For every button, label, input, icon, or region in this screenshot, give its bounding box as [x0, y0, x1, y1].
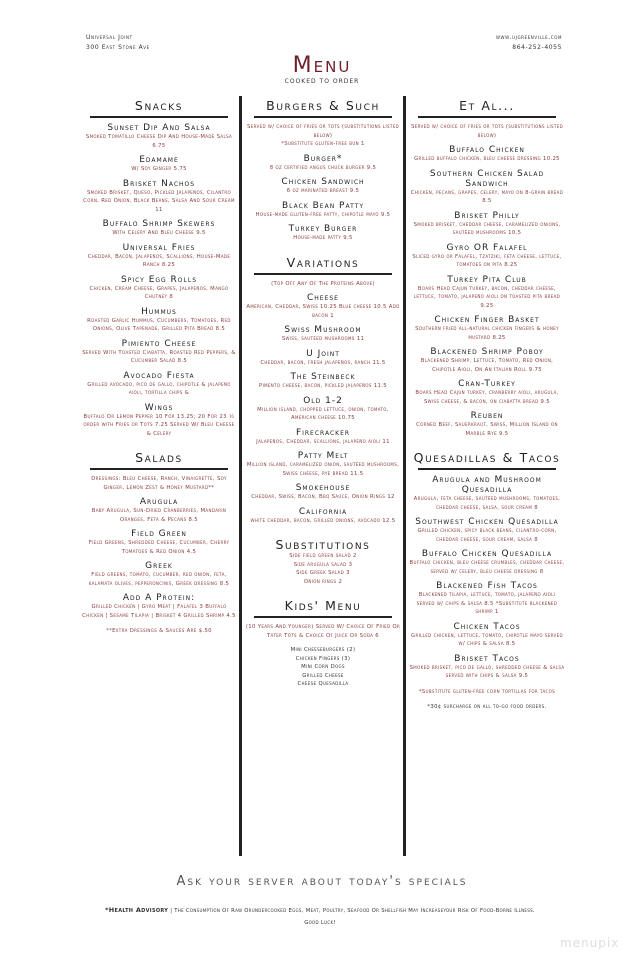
menu-item — [80, 561, 238, 588]
phone-number: 864-252-4055 — [512, 44, 562, 51]
health-advisory — [40, 904, 600, 929]
menu-item — [80, 371, 238, 398]
menu-section — [244, 598, 402, 689]
menu-item — [80, 593, 238, 620]
item-name: Wings — [144, 402, 174, 413]
menu-item — [408, 654, 566, 681]
item-description: Smoked brisket, cheddar cheese, caramelized onions, sautéed mushrooms 10.5 — [413, 221, 561, 236]
menu-subtitle: COOKED TO ORDER — [284, 78, 360, 85]
menu-section — [244, 98, 402, 243]
restaurant-name: Universal Joint — [86, 34, 133, 41]
menu-item — [244, 451, 402, 478]
menu-column — [244, 98, 402, 689]
section-divider — [254, 273, 392, 275]
menu-item — [408, 517, 566, 544]
item-description: Smoked brisket, pico de gallo, shredded cheese & salsa served with chips & salsa 9.5 — [409, 664, 565, 679]
menu-item — [80, 219, 238, 238]
section-divider — [90, 468, 228, 470]
menu-section — [244, 537, 402, 586]
item-name: Universal Fries — [122, 242, 196, 253]
kids-item: Mini Cheeseburgers (2) — [290, 647, 356, 653]
item-name: Old 1-2 — [303, 395, 343, 406]
item-name: Sunset Dip And Salsa — [107, 123, 211, 133]
item-description: Cheddar, Swiss, Bacon, Bbq Sauce, Onion Rings 12 — [251, 494, 395, 500]
item-description: Grilled Chicken | Gyro Meat | Falafel 3 Buffalo Chicken | Sesame Tilapia | Brisket 4 Grilled Shrimp 4.5 — [82, 604, 236, 619]
item-description: Smoked Tomatillo Cheese Dip And House-Made Salsa 6.75 — [85, 134, 233, 149]
menu-item — [244, 177, 402, 196]
item-name: Pimiento Cheese — [121, 338, 197, 349]
item-name: Patty Melt — [297, 451, 349, 461]
menu-item — [408, 581, 566, 617]
item-name: Field Green — [131, 529, 187, 539]
menu-title-block — [0, 54, 644, 85]
menu-item — [80, 155, 238, 174]
item-description: Cheddar, bacon, fresh jalapeños, ranch 11.5 — [260, 359, 386, 366]
watermark: menupix — [560, 936, 620, 950]
item-name: Smokehouse — [295, 483, 351, 493]
menu-title: Menu — [292, 53, 352, 78]
item-name: Brisket Philly — [454, 210, 520, 221]
item-description: Roasted Garlic Hummus, Cucumbers, Tomatoes, Red Onions, Olive Tapenade, Grilled Pita Bread 8.5 — [87, 317, 231, 332]
item-name: Spicy Egg Rolls — [120, 274, 198, 285]
menu-item — [244, 224, 402, 243]
menu-item — [244, 293, 402, 320]
item-name: California — [298, 506, 348, 517]
item-description: Buffalo Or Lemon Pepper 10 For 13.25; 20 For 23 ½ order with Fries or Tots 7.25 Served W/ Bleu Cheese & Celery — [83, 413, 235, 437]
menu-item — [244, 372, 402, 391]
menu-item — [80, 529, 238, 556]
section-note: (Top Off Any Of The Proteins Above) — [271, 280, 375, 287]
section-title: Burgers & Such — [266, 98, 380, 113]
item-name: Turkey Burger — [288, 224, 358, 234]
item-description: Field Greens, Shredded Cheese, Cucumber, Cherry Tomatoes & Red Onion 4.5 — [88, 540, 230, 555]
item-name: Chicken Finger Basket — [434, 315, 540, 325]
section-note: Side Greek Salad 3 — [296, 570, 350, 576]
section-footnote: *Substitute gluten-free corn tortillas for tacos — [418, 688, 556, 695]
item-description: W/ Soy Ginger 5.75 — [131, 166, 187, 172]
website-link[interactable]: www.ujgreenville.com — [495, 34, 562, 41]
item-name: Burger* — [303, 153, 343, 164]
menu-item — [80, 497, 238, 524]
item-description: Blackened Shrimp, Lettuce, Tomato, Red Onion, Chipotle Aioli, On An Italian Roll 9.75 — [420, 358, 554, 373]
menu-item — [408, 475, 566, 512]
menu-item — [80, 243, 238, 270]
item-name: Buffalo Shrimp Skewers — [102, 219, 216, 229]
menu-item — [244, 428, 402, 447]
item-name: Edamame — [139, 155, 179, 165]
menu-item — [80, 275, 238, 302]
section-divider — [418, 468, 556, 470]
menu-item — [244, 483, 402, 502]
item-description: Chicken, Cream Cheese, Grapes, Jalapeños, Mango Chutney 8 — [89, 285, 229, 300]
item-description: Sliced gyro or Falafel, tzatziki, feta cheese, lettuce, tomatoes on pita 8.25 — [412, 253, 562, 268]
menu-item — [80, 307, 238, 334]
item-description: Grilled buffalo chicken, bleu cheese dressing 10.25 — [414, 156, 560, 162]
item-description: Field greens, tomato, cucumber, red onion, feta, kalamata olives, pepperoncinis, Greek dressing 8.5 — [88, 572, 230, 587]
item-name: Greek — [145, 561, 173, 571]
section-note: Dressings: Bleu Cheese, Ranch, Vinaigrette, Soy Ginger, Lemon Zest & Honey Mustard** — [91, 476, 227, 491]
item-name: Firecracker — [295, 427, 351, 438]
item-description: Million island, caramelized onion, sautéed mushrooms, Swiss cheese, rye bread 11.5 — [246, 462, 400, 477]
item-description: Boars Head Cajun turkey, cranberry aioli, arugula, Swiss cheese, & bacon, on ciabatta bread 9.5 — [415, 390, 559, 405]
section-divider — [418, 116, 556, 118]
menu-item — [408, 211, 566, 238]
menu-section — [80, 450, 238, 636]
item-description: 6 oz marinated breast 9.5 — [286, 188, 360, 194]
item-name: Brisket Nachos — [122, 178, 196, 189]
item-name: Add A Protein: — [122, 593, 196, 603]
item-description: Grilled chicken, lettuce, tomato, chipotle mayo served w/ chips & salsa 8.5 — [411, 632, 563, 647]
item-description: Chicken, pecans, grapes, celery, mayo on 8-grain bread 8.5 — [410, 189, 564, 204]
item-description: Million island, chopped lettuce, onion, tomato, American cheese 10.75 — [257, 406, 389, 421]
menu-item — [408, 145, 566, 164]
menu-item — [80, 339, 238, 366]
section-note: (10 Years And Younger) Served W/ Choice Of Fried Or Tater Tots & Choice Of Juice Or Soda 6 — [245, 624, 401, 639]
menu-item — [244, 325, 402, 344]
column-divider — [403, 96, 406, 856]
item-description: Swiss, sautéed mushrooms 11 — [281, 336, 365, 342]
item-description: Grilled avocado, pico de gallo, chipotle & jalapeño aioli, tortilla chips & — [87, 381, 231, 396]
menu-item — [408, 379, 566, 406]
item-description: Corned Beef, Sauerkraut, Swiss, Million Island on Marble Rye 9.5 — [416, 422, 558, 437]
item-description: Cheddar, Bacon, Jalapeños, Scallions, House-Made Ranch 8.25 — [87, 253, 231, 268]
item-name: Avocado Fiesta — [123, 370, 195, 381]
item-description: Baby Arugula, Sun-Dried Cranberries, Mandarin Oranges, Feta & Pecans 8.5 — [91, 508, 227, 523]
menu-item — [244, 507, 402, 526]
section-title: Variations — [286, 254, 360, 270]
section-note: Side arugula salad 3 — [293, 561, 353, 568]
specials-banner: Ask your server about today's specials — [176, 874, 468, 889]
menu-item — [408, 347, 566, 374]
item-description: Served With Toasted Ciabatta, Roasted Red Peppers, & Cucumber Salad 8.5 — [82, 349, 236, 364]
section-note: Served w/ choice of fries or tots (substitutions listed below) — [246, 124, 400, 139]
section-footnote: **Extra Dressings & Sauces Are $.50 — [106, 628, 212, 634]
menu-item — [244, 396, 402, 423]
item-name: Swiss Mushroom — [284, 325, 362, 335]
item-description: Grilled chicken, spicy black beans, cilantro-corn, cheddar cheese, sour cream, salsa 8 — [417, 528, 557, 543]
section-title: Et Al... — [459, 98, 515, 113]
item-description: Southern fried all-natural chicken fingers & honey mustard 8.25 — [415, 326, 559, 341]
item-name: Turkey Pita Club — [447, 274, 527, 285]
item-name: Chicken Tacos — [453, 621, 521, 632]
item-name: Buffalo Chicken Quesadilla — [421, 549, 553, 559]
section-divider — [90, 116, 228, 118]
section-note: Onion rings 2 — [303, 578, 343, 585]
item-description: Pimento cheese, bacon, pickled jalapeños 11.5 — [259, 383, 387, 389]
item-name: Gyro OR Falafel — [446, 242, 528, 253]
menu-item — [408, 622, 566, 649]
menu-item — [408, 411, 566, 438]
section-note: Side field green salad 2 — [289, 553, 357, 559]
item-description: House-made gluten-free patty, chipotle mayo 9.5 — [255, 211, 391, 218]
section-title: Quesadillas & Tacos — [413, 450, 561, 465]
menu-item — [80, 179, 238, 215]
item-description: Arugula, feta cheese, sautéed mushrooms, tomatoes, cheddar cheese, salsa, sour cream 8 — [413, 496, 561, 511]
item-name: Blackened Fish Tacos — [436, 581, 538, 591]
section-footnote: *30¢ surcharge on all to-go food orders. — [427, 704, 547, 710]
menu-item — [408, 169, 566, 206]
item-description: House-made patty 9.5 — [293, 235, 353, 241]
menu-section — [80, 98, 238, 438]
menu-item — [80, 123, 238, 150]
menu-column — [408, 98, 566, 712]
column-divider — [239, 96, 242, 856]
item-description: Smoked Brisket, Queso, Pickled Jalapeños, Cilantro Corn, Red Onion, Black Beans, Salsa And Sour Cream 11 — [83, 189, 235, 213]
menu-section — [244, 255, 402, 526]
item-name: Cheese — [307, 293, 339, 303]
item-name: U Joint — [306, 348, 340, 359]
item-name: Southwest Chicken Quesadilla — [415, 517, 559, 527]
section-title: Substitutions — [275, 537, 371, 552]
item-name: Black Bean Patty — [281, 200, 364, 211]
item-name: Hummus — [141, 306, 177, 317]
menu-item — [244, 349, 402, 368]
item-description: American, Cheddar, Swiss 10.25 Blue cheese 10.5 Add bacon 1 — [246, 304, 400, 319]
advisory-end: Good Luck! — [304, 920, 336, 926]
kids-item: Chicken Fingers (3) — [295, 655, 351, 662]
kids-items — [244, 646, 402, 689]
item-name: Chicken Sandwich — [281, 177, 365, 187]
menu-item — [244, 154, 402, 173]
item-name: Cran-Turkey — [458, 379, 516, 389]
item-description: Jalapeños, Cheddar, scallions, jalapeño aioli 11 — [256, 438, 390, 445]
section-title: Snacks — [134, 98, 184, 113]
item-name: Southern Chicken Salad Sandwich — [429, 168, 545, 189]
item-description: Blackened tilapia, lettuce, tomato, jalapeño aioli served w/ chips & salsa 8.5 *Substitute blackened shrimp 1 — [416, 592, 558, 615]
item-name: Buffalo Chicken — [449, 145, 525, 155]
menu-item — [244, 201, 402, 220]
kids-item: Cheese Quesadilla — [297, 681, 349, 687]
section-note: Served w/ choice of fries or tots (substitutions listed below) — [410, 124, 564, 139]
item-name: Reuben — [470, 411, 504, 421]
section-divider — [254, 116, 392, 118]
section-note: *Substitute gluten-free bun 1 — [281, 141, 365, 147]
item-description: Buffalo chicken, bleu cheese crumbles, cheddar cheese, served w/ celery, bleu cheese dressing 8 — [409, 560, 565, 575]
restaurant-info — [86, 33, 150, 53]
advisory-text: | The Consumption Of Raw Orundercooked Eggs, Meat, Poultry, Seafood Or Shellfish May Increaseyour Risk Of Food-Borne Illness. — [170, 908, 535, 914]
section-divider — [254, 616, 392, 618]
section-title: Salads — [135, 450, 183, 465]
item-description: white cheddar, bacon, grilled onions, avocado 12.5 — [250, 517, 396, 524]
item-name: Blackened Shrimp Poboy — [430, 347, 544, 357]
menu-section — [408, 98, 566, 438]
item-name: Brisket Tacos — [454, 653, 520, 664]
restaurant-address: 300 East Stone Ave — [86, 44, 150, 51]
menu-item — [408, 549, 566, 576]
section-title: Kids' Menu — [284, 598, 362, 613]
item-name: The Steinbeck — [290, 372, 356, 382]
menu-column — [80, 98, 238, 636]
kids-item: Grilled Cheese — [302, 672, 344, 679]
menu-item — [408, 275, 566, 311]
kids-item: Mini Corn Dogs — [301, 664, 345, 670]
item-description: Boars Head Cajun turkey, bacon, cheddar cheese, lettuce, tomato, jalapeño aioli on toasted pita bread 9.25 — [413, 285, 561, 309]
advisory-label: *Health Advisory — [105, 906, 169, 914]
menu-item — [408, 243, 566, 270]
menu-item — [80, 403, 238, 439]
item-description: With Celery And Bleu Cheese 9.5 — [112, 230, 206, 236]
menu-section — [408, 450, 566, 712]
item-description: 8 oz certified angus chuck burger 9.5 — [269, 164, 377, 171]
item-name: Arugula — [139, 497, 179, 507]
menu-item — [408, 315, 566, 342]
item-name: Arugula and Mushroom Quesadilla — [432, 475, 542, 495]
contact-info — [496, 33, 562, 53]
